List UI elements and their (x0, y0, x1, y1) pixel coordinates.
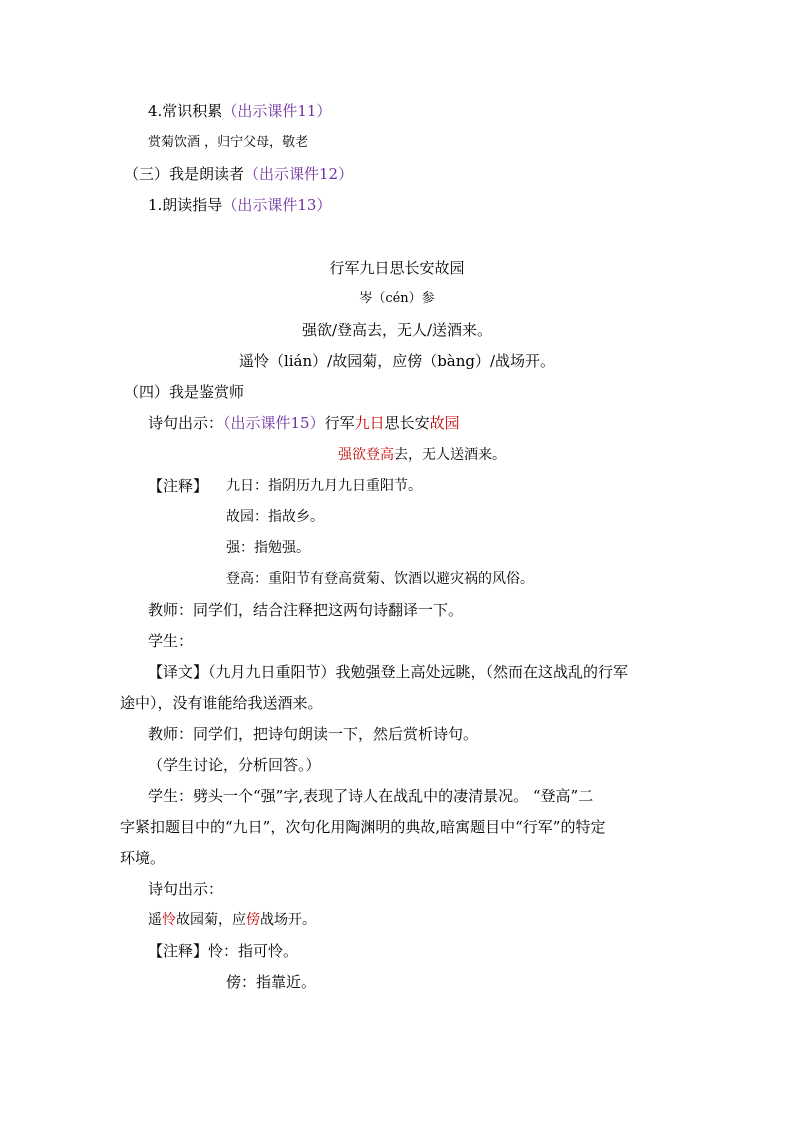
courseware-ref: （出示课件13） (222, 196, 332, 214)
analysis-line-2: 字紧扣题目中的“九日”，次句化用陶渊明的典故,暗寓题目中“行军”的特定 (120, 818, 606, 836)
note-5: 【注释】怜：指可怜。 (148, 942, 299, 960)
highlight-word: 怜 (162, 912, 176, 928)
note-1: 九日：指阴历九月九日重阳节。 (226, 478, 422, 494)
heading-text: （三）我是朗读者 (124, 165, 245, 183)
analysis-line-3: 环境。 (120, 849, 166, 867)
courseware-ref: （出示课件11） (222, 102, 332, 120)
note-3: 强：指勉强。 (226, 540, 310, 556)
label: 诗句出示： (148, 414, 224, 432)
poem-line-1: 强欲/登高去，无人/送酒来。 (301, 321, 493, 339)
poem-title: 行军九日思长安故园 (329, 259, 465, 277)
note-6: 傍：指靠近。 (226, 973, 317, 991)
courseware-ref: （出示课件15） (223, 414, 325, 432)
highlight-word: 九日 (354, 414, 385, 432)
translation-line-1: 【译文】（九月九日重阳节）我勉强登上高处远眺，（然而在这战乱的行军 (148, 663, 629, 681)
verse-1 (338, 445, 506, 465)
verse-show-1 (148, 413, 460, 433)
notes-1-label: 【注释】 (148, 477, 209, 495)
poem-line-2: 遥怜（lián）/故园菊，应傍（bàng）/战场开。 (238, 352, 556, 370)
section-4-heading (148, 101, 331, 121)
verse-show-2: 诗句出示： (148, 880, 224, 898)
highlight-word: 故园 (429, 414, 460, 432)
heading-text: 1.朗读指导 (148, 196, 223, 214)
poem-author: 岑（cén）参 (359, 291, 435, 306)
section-3-heading (124, 164, 353, 184)
highlight-word: 傍 (246, 912, 260, 928)
note-2: 故园：指故乡。 (226, 509, 324, 525)
heading-text: 4.常识积累 (148, 102, 223, 120)
highlight-word: 登高 (366, 447, 394, 463)
student-line-1: 学生： (148, 632, 194, 650)
title-part: 行军 (324, 414, 355, 432)
translation-line-2: 途中），没有谁能给我送酒来。 (120, 694, 323, 712)
teacher-line-2: 教师：同学们，把诗句朗读一下，然后赏析诗句。 (148, 725, 479, 743)
verse-text: 去，无人送酒来。 (394, 447, 506, 463)
verse-text: 故园菊，应 (176, 912, 246, 928)
verse-2 (148, 910, 316, 930)
verse-text: 战场开。 (260, 912, 316, 928)
teacher-line-1: 教师：同学们，结合注释把这两句诗翻译一下。 (148, 601, 464, 619)
section-3-1-heading (148, 195, 331, 215)
note-4: 登高：重阳节有登高赏菊、饮酒以避灾祸的风俗。 (226, 571, 534, 587)
discussion-note: （学生讨论，分析回答。） (148, 756, 321, 774)
title-part: 思长安 (384, 414, 430, 432)
analysis-line-1: 学生：劈头一个“强”字,表现了诗人在战乱中的凄清景况。 “登高”二 (148, 787, 594, 805)
highlight-word: 强欲 (338, 447, 366, 463)
custom-text: 赏菊饮酒 ，归宁父母，敬老 (148, 135, 309, 150)
section-4b-heading: （四）我是鉴赏师 (124, 383, 245, 401)
verse-text: 遥 (148, 912, 162, 928)
courseware-ref: （出示课件12） (244, 165, 354, 183)
